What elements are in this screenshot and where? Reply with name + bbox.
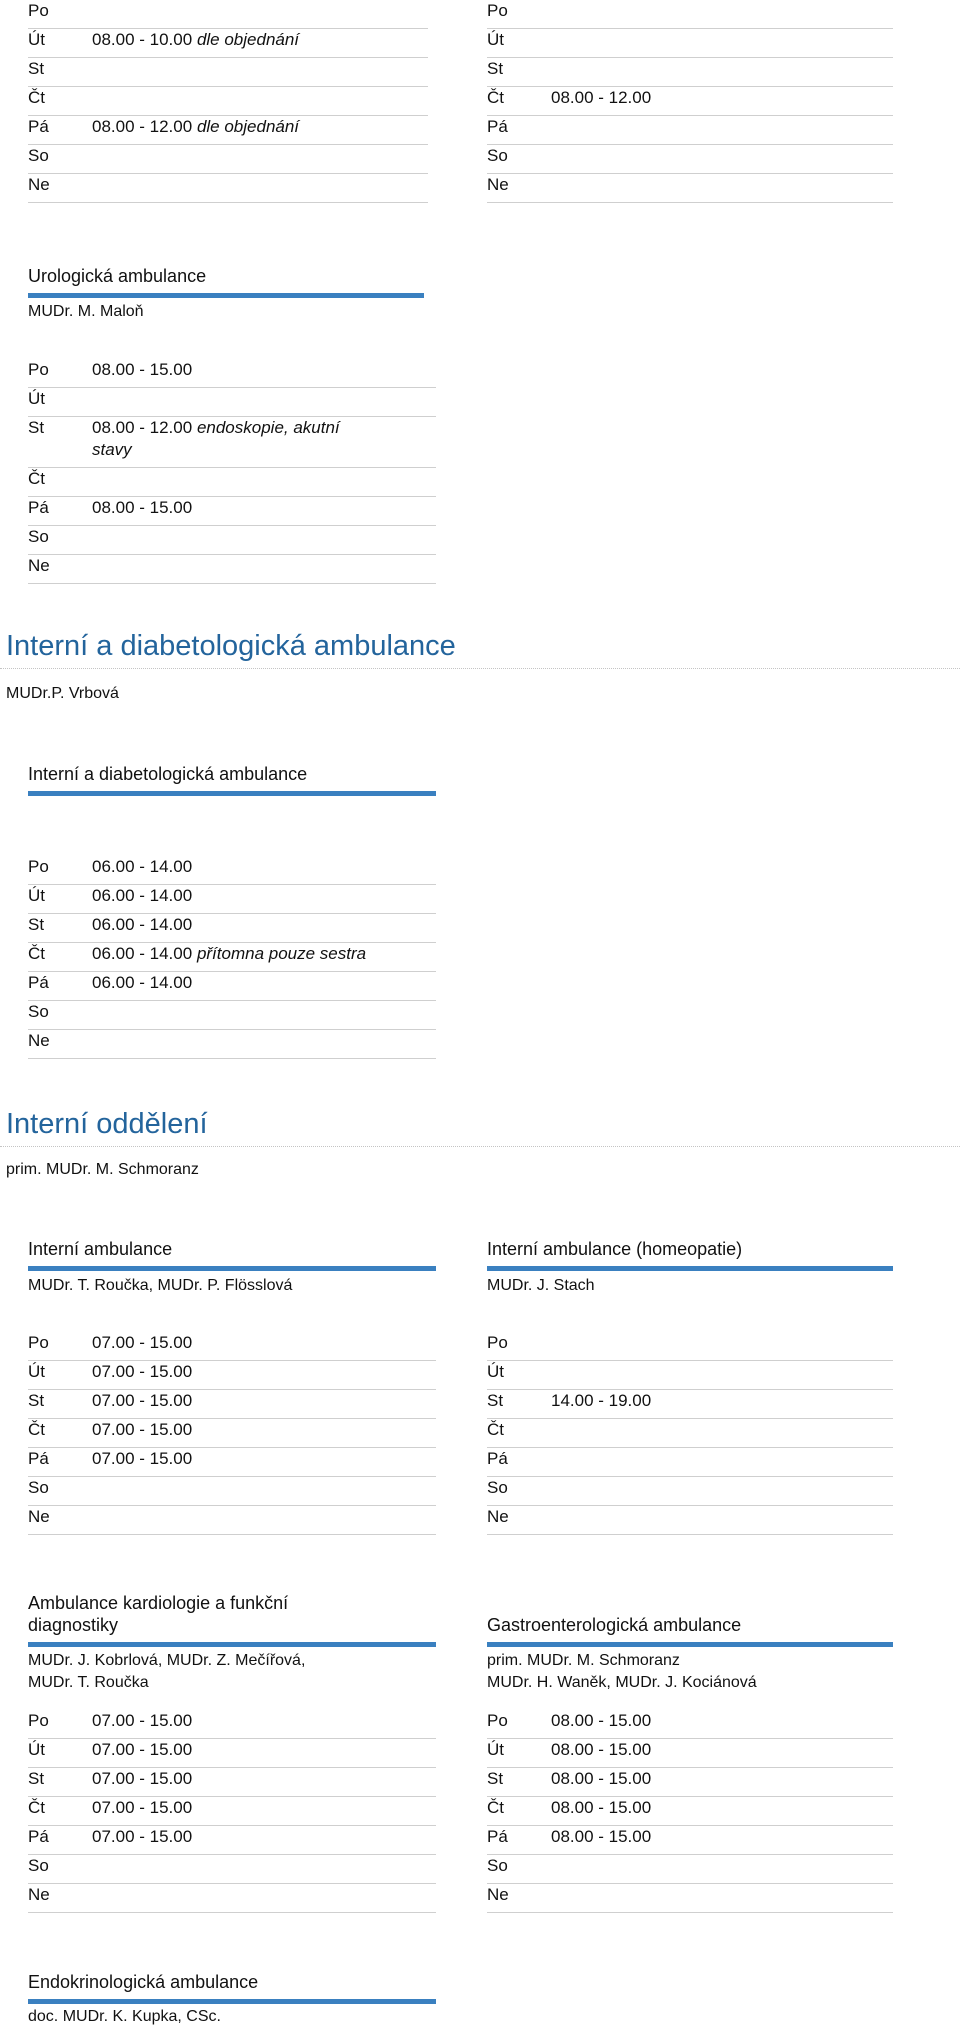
schedule-row [487,87,893,116]
schedule-row [28,417,436,468]
hours-time: 06.00 - 14.00 [92,915,193,934]
hours-time: 08.00 - 15.00 [551,1798,652,1817]
cardio-doctor-line1: MUDr. J. Kobrlová, MUDr. Z. Mečířová, [28,1652,306,1669]
schedule-row [487,174,893,203]
schedule-row [28,943,436,972]
hours-time: 07.00 - 15.00 [92,1769,193,1788]
hours-time: 06.00 - 14.00 [92,944,193,963]
day-label: Út [28,1740,45,1759]
schedule-row [28,885,436,914]
gastro-bar [487,1642,893,1647]
day-label: Út [28,886,45,905]
day-label: Po [487,1711,508,1730]
day-label: Po [487,1,508,20]
schedule-row [28,1361,436,1390]
hours-time: 08.00 - 12.00 [92,117,193,136]
day-label: Pá [28,1449,49,1468]
dept-title-internal: Interní oddělení [6,1108,208,1140]
schedule-row [28,1448,436,1477]
homeopathy-bar [487,1266,893,1271]
schedule-row [487,1855,893,1884]
day-label: Po [28,1333,49,1352]
day-label: So [28,1002,49,1021]
day-label: St [487,1391,504,1410]
hours-time: 06.00 - 14.00 [92,857,193,876]
hours-time: 08.00 - 15.00 [551,1769,652,1788]
opening-hours [92,1361,192,1383]
schedule-row [28,116,428,145]
hours-time: 08.00 - 10.00 [92,30,193,49]
hours-time: 07.00 - 15.00 [92,1740,193,1759]
day-label: Út [487,1362,504,1381]
day-label: St [28,915,45,934]
urology-doctor: MUDr. M. Maloň [28,303,144,320]
endo-doctor: doc. MUDr. K. Kupka, CSc. [28,2008,221,2025]
day-label: So [487,1478,508,1497]
schedule-row [487,1448,893,1477]
gastro-title: Gastroenterologická ambulance [487,1615,742,1635]
cardio-doctor-line2: MUDr. T. Roučka [28,1674,149,1691]
diabetology-amb-title: Interní a diabetologická ambulance [28,764,308,784]
hours-note: dle objednání [196,117,300,136]
schedule-row [28,1884,436,1913]
schedule-row [487,1332,893,1361]
schedule-row [28,856,436,885]
day-label: Po [28,360,49,379]
opening-hours [92,1739,192,1761]
day-label: Po [28,857,49,876]
hours-note: endoskopie, akutní [196,418,340,437]
day-label: Ne [28,175,50,194]
day-label: So [28,1856,49,1875]
hours-time: 07.00 - 15.00 [92,1827,193,1846]
day-label: Ne [487,1885,509,1904]
schedule-row [28,1030,436,1059]
schedule-row [28,497,436,526]
day-label: Pá [487,1449,508,1468]
opening-hours [92,1768,192,1790]
day-label: St [28,59,45,78]
day-label: Út [28,1362,45,1381]
schedule-row [487,1477,893,1506]
day-label: So [487,146,508,165]
opening-hours [92,856,192,878]
schedule-row [487,145,893,174]
day-label: St [28,418,45,437]
day-label: Út [28,389,45,408]
dept-divider [0,1146,960,1147]
day-label: Út [28,30,45,49]
hours-time: 08.00 - 12.00 [92,418,193,437]
day-label: Ne [28,556,50,575]
day-label: Ne [28,1507,50,1526]
opening-hours [92,497,192,519]
diabetology-amb-bar [28,791,436,796]
schedule-row [487,0,893,29]
day-label: Čt [28,469,45,488]
hours-note: dle objednání [196,30,300,49]
schedule-row [28,526,436,555]
day-label: Ne [28,1031,50,1050]
schedule-row [487,58,893,87]
day-label: Pá [28,498,49,517]
day-label: Pá [28,117,49,136]
schedule-row [28,87,428,116]
schedule-row [28,914,436,943]
opening-hours [551,1739,651,1761]
hours-time: 07.00 - 15.00 [92,1449,193,1468]
hours-time: 07.00 - 15.00 [92,1798,193,1817]
hours-time: 08.00 - 15.00 [551,1740,652,1759]
schedule-row [28,1332,436,1361]
schedule-row [487,1768,893,1797]
day-label: Čt [487,1798,504,1817]
opening-hours [92,417,340,461]
schedule-row [487,1361,893,1390]
gastro-doctor-line2: MUDr. H. Waněk, MUDr. J. Kociánová [487,1674,757,1691]
cardio-bar [28,1642,436,1647]
dept-title-diabetology: Interní a diabetologická ambulance [6,630,456,662]
schedule-row [487,116,893,145]
dept-divider [0,668,960,669]
schedule-row [487,1419,893,1448]
day-label: St [28,1769,45,1788]
hours-time: 07.00 - 15.00 [92,1391,193,1410]
schedule-row [28,555,436,584]
day-label: So [28,146,49,165]
schedule-row [487,1826,893,1855]
hours-time: 08.00 - 15.00 [92,360,193,379]
hours-time: 07.00 - 15.00 [92,1711,193,1730]
schedule-row [28,1710,436,1739]
day-label: Po [487,1333,508,1352]
dept-doctor-diabetology: MUDr.P. Vrbová [6,685,119,702]
schedule-row [487,1710,893,1739]
schedule-row [487,1506,893,1535]
opening-hours [92,1448,192,1470]
hours-time: 14.00 - 19.00 [551,1391,652,1410]
opening-hours [92,359,192,381]
schedule-row [28,972,436,1001]
opening-hours [551,1768,651,1790]
homeopathy-doctor: MUDr. J. Stach [487,1277,595,1294]
day-label: St [28,1391,45,1410]
schedule-row [28,1855,436,1884]
hours-time: 08.00 - 15.00 [551,1711,652,1730]
day-label: So [28,1478,49,1497]
internal-amb-doctor: MUDr. T. Roučka, MUDr. P. Flösslová [28,1277,293,1294]
schedule-row [28,388,436,417]
cardio-title-line1: Ambulance kardiologie a funkční [28,1593,289,1613]
internal-amb-bar [28,1266,436,1271]
day-label: So [28,527,49,546]
urology-title: Urologická ambulance [28,266,207,286]
hours-note-continued: stavy [92,440,132,459]
day-label: St [487,1769,504,1788]
hours-time: 08.00 - 15.00 [92,498,193,517]
hours-time: 06.00 - 14.00 [92,973,193,992]
day-label: Po [28,1,49,20]
day-label: Čt [28,88,45,107]
day-label: Čt [487,1420,504,1439]
schedule-row [487,29,893,58]
internal-amb-title: Interní ambulance [28,1239,173,1259]
schedule-row [28,1797,436,1826]
gastro-doctor-line1: prim. MUDr. M. Schmoranz [487,1652,680,1669]
homeopathy-title: Interní ambulance (homeopatie) [487,1239,743,1259]
schedule-row [487,1797,893,1826]
schedule-row [28,1001,436,1030]
day-label: Čt [28,1420,45,1439]
schedule-row [28,1826,436,1855]
schedule-row [28,145,428,174]
day-label: Út [487,30,504,49]
schedule-row [28,468,436,497]
schedule-row [487,1884,893,1913]
dept-doctor-internal: prim. MUDr. M. Schmoranz [6,1161,199,1178]
opening-hours [551,87,651,109]
opening-hours [551,1390,651,1412]
schedule-row [28,29,428,58]
day-label: Čt [28,1798,45,1817]
day-label: Pá [28,1827,49,1846]
schedule-row [28,0,428,29]
hours-time: 07.00 - 15.00 [92,1420,193,1439]
schedule-row [28,1768,436,1797]
schedule-row [28,58,428,87]
day-label: St [487,59,504,78]
day-label: So [487,1856,508,1875]
hours-time: 08.00 - 12.00 [551,88,652,107]
opening-hours [92,1797,192,1819]
opening-hours [92,1419,192,1441]
urology-title-bar [28,293,424,298]
endo-title: Endokrinologická ambulance [28,1972,259,1992]
day-label: Ne [487,1507,509,1526]
schedule-row [487,1739,893,1768]
hours-time: 08.00 - 15.00 [551,1827,652,1846]
day-label: Pá [487,117,508,136]
opening-hours [92,1826,192,1848]
day-label: Po [28,1711,49,1730]
opening-hours [92,1710,192,1732]
opening-hours [92,914,192,936]
opening-hours [92,1332,192,1354]
endo-bar [28,1999,436,2004]
day-label: Ne [28,1885,50,1904]
opening-hours [92,29,299,51]
opening-hours [92,972,192,994]
opening-hours [92,885,192,907]
schedule-row [28,359,436,388]
schedule-row [28,174,428,203]
cardio-title-line2: diagnostiky [28,1615,119,1635]
opening-hours [551,1710,651,1732]
hours-time: 07.00 - 15.00 [92,1362,193,1381]
hours-note: přítomna pouze sestra [196,944,367,963]
opening-hours [92,943,366,965]
day-label: Pá [487,1827,508,1846]
day-label: Ne [487,175,509,194]
opening-hours [92,116,299,138]
schedule-row [28,1390,436,1419]
day-label: Pá [28,973,49,992]
opening-hours [551,1826,651,1848]
schedule-row [28,1477,436,1506]
schedule-row [28,1739,436,1768]
schedule-row [28,1419,436,1448]
opening-hours [92,1390,192,1412]
hours-time: 07.00 - 15.00 [92,1333,193,1352]
day-label: Čt [28,944,45,963]
day-label: Út [487,1740,504,1759]
schedule-row [28,1506,436,1535]
schedule-row [487,1390,893,1419]
hours-time: 06.00 - 14.00 [92,886,193,905]
opening-hours [551,1797,651,1819]
day-label: Čt [487,88,504,107]
